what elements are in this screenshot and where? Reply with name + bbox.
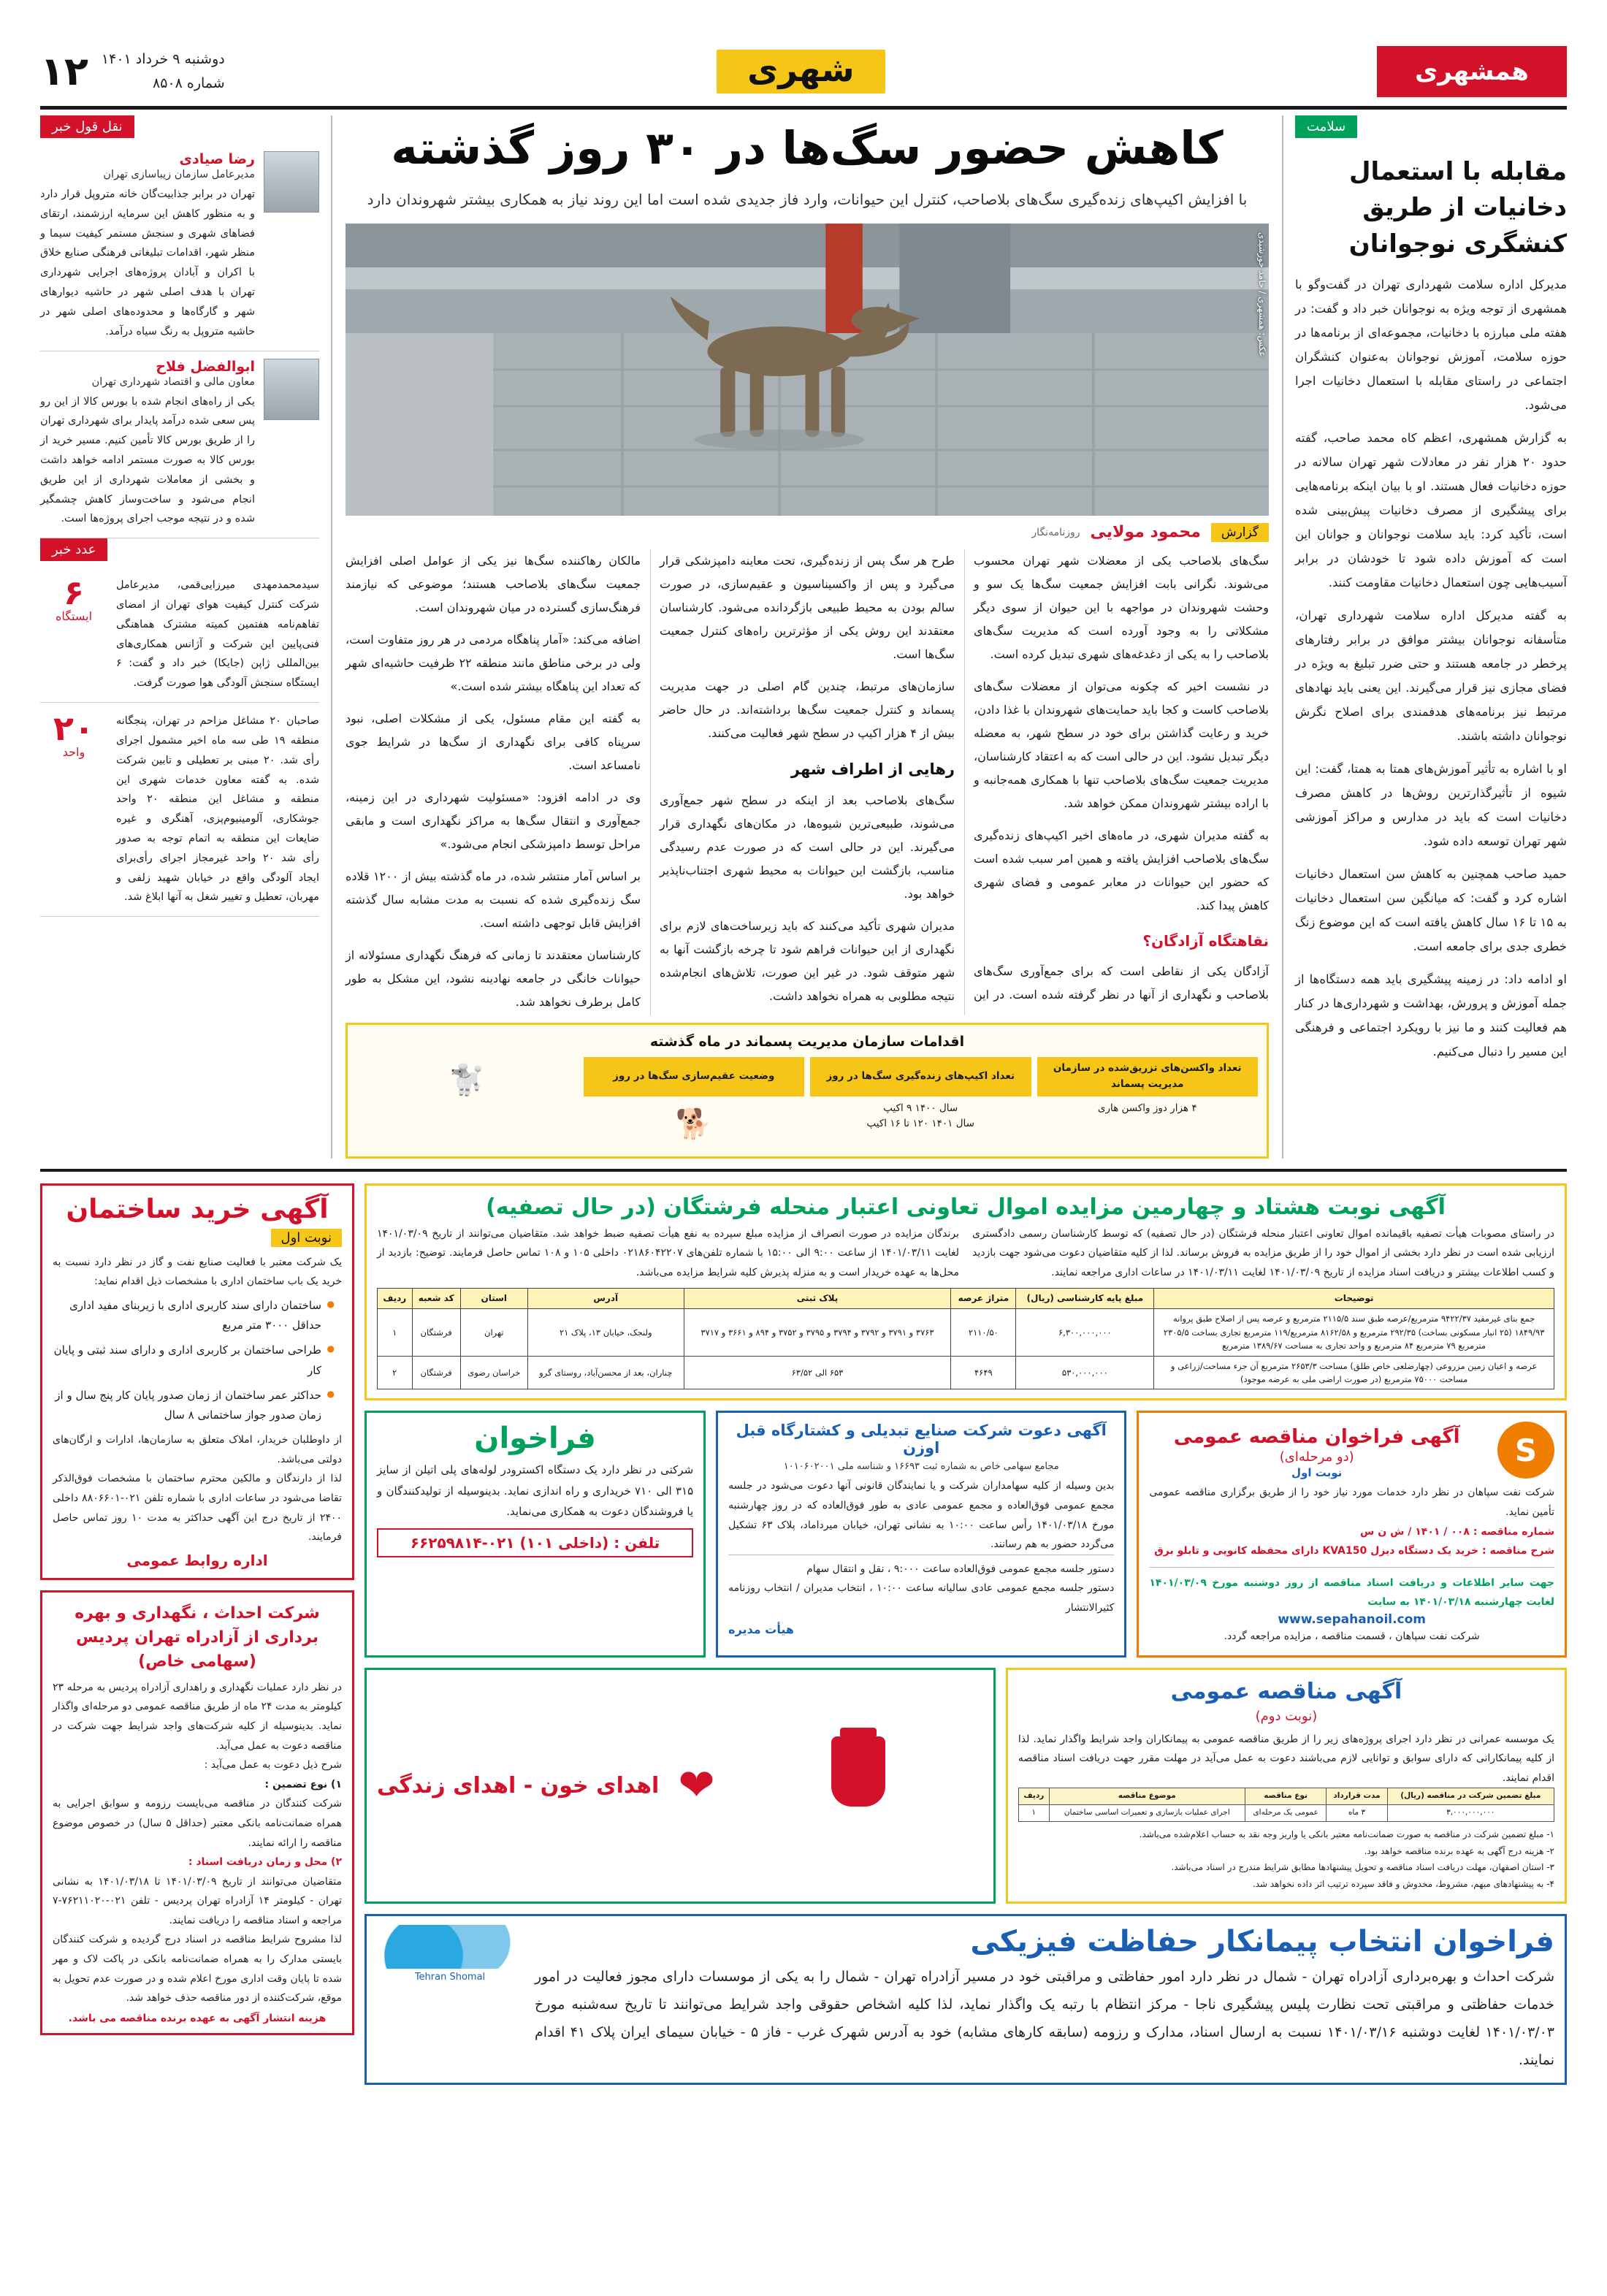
cell-province: خراسان رضوی	[460, 1356, 527, 1389]
cell-note: عرصه و اعیان زمین مزروعی (چهارضلعی خاص طلق) مساحت ۲۶۵۳/۳ مترمربع آن جزء مساحت/زراعی و مساحت ۷۵۰۰۰ مترمربع (در صورت اراضی ملی به عرضه موجود)	[1154, 1356, 1554, 1389]
paragraph: سازمان‌های مرتبط، چندین گام اصلی در جهت مدیریت پسماند و کنترل جمعیت سگ‌ها برداشته‌اند. در حال حاضر بیش از ۴ هزار اکیپ در سطح شهر فعالیت می‌کنند.	[660, 679, 955, 740]
number-unit: واحد	[62, 745, 85, 760]
paragraph: به گفته این مقام مسئول، یکی از مشکلات اصلی، نبود سرپناه کافی برای نگهداری از سگ‌ها در شرایط جوی نامساعد است.	[346, 711, 641, 772]
pardis-item2: متقاضیان می‌توانند از تاریخ ۱۴۰۱/۰۳/۰۹ تا ۱۴۰۱/۰۳/۱۸ به نشانی تهران - کیلومتر ۱۴ آزادراه تهران پردیس - تلفن ۰۲۱-۷۶۲۱۱۰۲۰-۷ مراجعه و اسناد مناقصه را دریافت نمایند.	[53, 1875, 342, 1926]
table-row	[1018, 1805, 1554, 1822]
ad-pardis-freeway	[40, 1590, 354, 2035]
sepahan-line-2: شرح مناقصه : خرید یک دستگاه دیزل KVA150 دارای محفظه کانوپی و تابلو برق	[1154, 1545, 1554, 1557]
auction-table	[377, 1288, 1554, 1389]
blood-slogan: اهدای خون - اهدای زندگی	[377, 1772, 660, 1799]
cell-plaque: ۶۵۳ الی ۶۳/۵۲	[684, 1356, 951, 1389]
quote-author: ابوالفضل فلاح	[156, 358, 255, 375]
ads-left-stack	[40, 1183, 354, 2035]
infobox-cell	[1037, 1057, 1259, 1148]
paragraph: اضافه می‌کند: «آمار پناهگاه مردمی در هر روز متفاوت است، ولی در برخی مناطق مانند منطقه ۲۲ ظرفیت حاشیه‌ای شهر که تعداد این پناهگاه بیشتر شده است.»	[346, 632, 641, 693]
subheading: نقاهتگاه آزادگان؟	[1142, 931, 1269, 950]
infobox-cell-head: تعداد واکسن‌های تزریق‌شده در سازمان مدیریت پسماند	[1037, 1057, 1259, 1096]
paragraph: به گفته مدیرکل اداره سلامت شهرداری تهران، متأسفانه نوجوانان بیشتر موافق در برابر رفتارهای پرخطر در جامعه هستند و حتی ضرر تبلیغ به ویژه در فضای مجازی نیز قرار می‌گیرند. این یعنی باید نهادهای مرتبط نیز برنامه‌های هدفمندی برای اصلاح نگرش نوجوانان داشته باشند.	[1295, 608, 1567, 743]
sepahan-website[interactable]: www.sepahanoil.com	[1278, 1612, 1427, 1627]
newspaper-logo: همشهری	[1377, 46, 1567, 97]
author-role: روزنامه‌نگار	[1031, 526, 1080, 538]
building-contact: لذا از دارندگان و مالکین محترم ساختمان با مشخصات فوق‌الذکر تقاضا می‌شود در ساعات اداری با شماره تلفن ۰۲۱-۸۸۰۶۶۰۱ داخلی ۲۴۰۰ از تاریخ درج این آگهی حداکثر به مدت ۱۰ روز تماس حاصل فرمایند.	[53, 1473, 343, 1544]
section-title: شهری	[717, 50, 885, 94]
paragraph: سگ‌های بلاصاحب بعد از اینکه در سطح شهر جمع‌آوری می‌شوند، طبیعی‌ترین شیوه‌ها، در مکان‌های نگهداری قرار می‌گیرند. این در حالی است که در صورت عدم رسیدگی مناسب، بازگشت این حیوانات به محیط شهری اجتناب‌ناپذیر خواهد بود.	[660, 793, 955, 901]
col-address: آدرس	[527, 1289, 684, 1309]
heart-icon: ❤	[678, 1760, 715, 1812]
ad-farakhan-extruder	[364, 1411, 706, 1657]
ad-title: آگهی نوبت هشتاد و چهارمین مزایده اموال تعاونی اعتبار منحله فرشتگان (در حال تصفیه)	[486, 1194, 1446, 1220]
bullet-item: ● طراحی ساختمان بر کاربری اداری و دارای سند ثبتی و پایان کار	[53, 1340, 335, 1381]
number-text: سیدمحمدمهدی میرزایی‌قمی، مدیرعامل شرکت کنترل کیفیت هوای تهران از امضای تفاهم‌نامه هفتمین کمیته مشترک هماهنگی فنی‌پایین این شرکت و آژانس همکاری‌های بین‌المللی ژاپن (جایکا) خبر داد و گفت: ۶ ایستگاه سنجش آلودگی هوا صورت گرفت.	[116, 579, 319, 690]
photo-credit: عکس: همشهری / حامد خورشیدی	[1257, 232, 1267, 357]
ads-main-stack	[364, 1183, 1567, 2086]
tehran-shomal-logo	[377, 1925, 523, 1983]
paragraph: آزادگان یکی از نقاطی است که برای جمع‌آوری سگ‌های بلاصاحب و نگهداری از آنها در نظر گرفته شده است. در این طرح هر سگ پس از زنده‌گیری، تحت معاینه دامپزشکی قرار می‌گیرد و پس از واکسیناسیون و عقیم‌سازی، در صورت سالم بودن به محیط طبیعی بازگردانده می‌شود. کارشناسان معتقدند این روش یکی از مؤثرترین راه‌های کنترل جمعیت سگ‌ها است.	[660, 553, 1269, 1002]
number-value-block	[40, 709, 107, 907]
building-signature: اداره روابط عمومی	[126, 1551, 268, 1569]
swoosh-icon	[384, 1925, 516, 1969]
brand-name: Tehran Shomal	[414, 1972, 486, 1983]
number-text: صاحبان ۲۰ مشاغل مزاحم در تهران، پنجگانه منطقه ۱۹ طی سه ماه اخیر مشمول اجرای رأی شد. ۲۰ مبنی بر تعطیلی و تابین شرکت شده. به گفته معاون خدمات شهری این منطقه و مشاغل این منطقه ۲۰ واحد جوشکاری، آلومینیوم‌پزی، آهنگری و غیره ضایعات این منطقه به اتمام توجه به صدور رأی شد ۲۰ واحد غیرمجاز اجرای رأی‌برای ایجاد آلودگی واقع در خیابان شهید زلفی و مهربان، تعطیل و تغییر شغل به آنها ابلاغ شد.	[116, 715, 320, 904]
ad-sepahan-oil	[1137, 1411, 1567, 1657]
bullet-item: ● ساختمان دارای سند کاربری اداری با زیربنای مفید اداری حداقل ۳۰۰۰ متر مربع	[53, 1296, 335, 1337]
paragraph: مدیران شهری تأکید می‌کنند که باید زیرساخت‌های لازم برای نگهداری از این حیوانات فراهم شود تا چرخه بازگشت آنها به شهر متوقف شود. در غیر این صورت، تلاش‌های انجام‌شده نتیجه مطلوبی به همراه نخواهد داشت.	[660, 918, 955, 1003]
table-header-row	[1018, 1788, 1554, 1805]
infobox-cell	[810, 1057, 1031, 1148]
assembly-agenda-2: دستور جلسه مجمع عمومی عادی سالیانه ساعت ۱۰:۰۰ ، انتخاب مدیران / انتخاب روزنامه کثیرالانتشار	[728, 1582, 1115, 1614]
paragraph: بر اساس آمار منتشر شده، در ماه گذشته بیش از ۱۲۰۰ قلاده سگ زنده‌گیری شده که نسبت به مدت مشابه سال گذشته افزایش قابل توجهی داشته است.	[346, 869, 641, 930]
sidebar-body	[1295, 272, 1567, 1064]
number-card	[40, 703, 319, 917]
paragraph: مدیرکل اداره سلامت شهرداری تهران در گفت‌وگو با همشهری از توجه ویژه به نوجوانان خبر داد و گفت: در هفته ملی مبارزه با دخانیات، مجموعه‌ای از برنامه‌ها در حوزه سلامت، آموزش نوجوانان به‌عنوان کنشگران اجتماعی در راستای مقابله با استعمال دخانیات اجرا می‌شود.	[1295, 277, 1567, 412]
infobox-title: اقدامات سازمان مدیریت پسماند در ماه گذشته	[649, 1033, 965, 1050]
col-subject: موضوع مناقصه	[1049, 1788, 1245, 1805]
ad-title: شرکت احداث ، نگهداری و بهره برداری از آزادراه تهران پردیس (سهامی خاص)	[75, 1603, 320, 1671]
tender-footnote-1: ۱- مبلغ تضمین شرکت در مناقصه به صورت ضمانت‌نامه معتبر بانکی یا واریز وجه نقد به حساب اعلام‌شده می‌باشد.	[1139, 1828, 1554, 1839]
byline-row	[346, 523, 1269, 542]
ads-row-small	[364, 1411, 1567, 1657]
quote-card	[40, 351, 319, 539]
paragraph: به گفته مدیران شهری، در ماه‌های اخیر اکیپ‌های زنده‌گیری سگ‌های بلاصاحب افزایش یافته و همین امر سبب شده است که حضور این حیوانات در معابر عمومی و فضای شهری کاهش پیدا کند.	[974, 828, 1269, 912]
ad-subtitle: مجامع سهامی خاص به شماره ثبت ۱۶۶۹۳ و شناسه ملی ۱۰۱۰۶۰۲۰۰۱	[783, 1461, 1059, 1473]
assembly-body: بدین وسیله از کلیه سهامداران شرکت و یا نمایندگان قانونی آنها دعوت می‌شود در جلسه مجمع عمومی فوق‌العاده و مجمع عمومی عادی به طور فوق‌العاده که در روز چهارشنبه مورخ ۱۴۰۱/۰۳/۱۸ رأس ساعت ۱۰:۰۰ به نشانی تهران، خیابان میرداماد، پلاک ۶۳ تشکیل می‌گردد حضور به هم رسانند.	[728, 1480, 1115, 1551]
paragraph: کارشناسان معتقدند تا زمانی که فرهنگ نگهداری مسئولانه از حیوانات خانگی در جامعه نهادینه نشود، این مشکل به طور کامل برطرف نخواهد شد.	[346, 947, 641, 1009]
ad-auction-84	[364, 1183, 1567, 1401]
pardis-item1: شرکت کنندگان در مناقصه می‌بایست رزومه و سوابق اجرایی به همراه ضمانت‌نامه بانکی معتبر (حداقل ۵ سال) در خصوص موضوع مناقصه را ارائه نمایند.	[53, 1798, 342, 1849]
sepahan-note-title: جهت سایر اطلاعات و دریافت اسناد مناقصه از روز دوشنبه مورخ ۱۴۰۱/۰۳/۰۹ لغایت چهارشنبه ۱۴۰۱/۰۳/۱۸ به سایت	[1149, 1576, 1554, 1609]
sepahan-intro: شرکت نفت سپاهان در نظر دارد خدمات مورد نیاز خود را از طریق برگزاری مناقصه عمومی تأمین نماید.	[1149, 1487, 1554, 1519]
infobox-cell	[584, 1057, 805, 1148]
sidebar-headline: مقابله با استعمال دخانیات از طریق کنشگری نوجوانان	[1348, 157, 1567, 259]
ad-nobat: نوبت اول	[1291, 1465, 1343, 1479]
sidebar-health	[1282, 115, 1567, 1159]
ad-title: آگهی دعوت شرکت صنایع تبدیلی و کشتارگاه قبل اوزن	[736, 1422, 1107, 1457]
building-bullets	[53, 1296, 335, 1427]
col-price: مبلغ پایه کارشناسی (ریال)	[1016, 1289, 1154, 1309]
infobox-cell-icon	[356, 1057, 578, 1148]
paragraph: او ادامه داد: در زمینه پیشگیری باید همه دستگاه‌ها از جمله آموزش و پرورش، بهداشت و شهرداری‌ها در کنار هم فعالیت کنند و ما نیز با رویکرد اجتماعی و فرهنگی این مسیر را دنبال می‌کنیم.	[1295, 972, 1567, 1059]
pardis-para-2: شرح ذیل دعوت به عمل می‌آید :	[204, 1759, 342, 1771]
ad-title: آگهی خرید ساختمان	[66, 1194, 329, 1224]
photo-illustration	[346, 224, 1269, 516]
farakhan-body: شرکتی در نظر دارد یک دستگاه اکسترودر لوله‌های پلی اتیلن از سایز ۳۱۵ الی ۷۱۰ خریداری و راه اندازی نماید. بدینوسیله از تولیدکنندگان و یا فروشندگان دعوت به همکاری می‌نماید.	[377, 1463, 694, 1519]
infobox-cell-head: تعداد اکیپ‌های زنده‌گیری سگ‌ها در روز	[810, 1057, 1031, 1096]
assembly-signature: هیأت مدیره	[728, 1622, 794, 1636]
sepahan-note-body: شرکت نفت سپاهان ، قسمت مناقصه ، مزایده مراجعه گردد.	[1224, 1630, 1480, 1642]
col-area: متراژ عرصه	[951, 1289, 1016, 1309]
tender-footnote-2: ۲- هزینه درج آگهی به عهده برنده مناقصه خواهد بود.	[1364, 1845, 1554, 1856]
cell-guarantee: ۳,۰۰۰,۰۰۰,۰۰۰	[1387, 1805, 1554, 1822]
col-plaque: پلاک ثبتی	[684, 1289, 951, 1309]
ad-blood-donation	[364, 1668, 996, 1904]
tender-intro: یک موسسه عمرانی در نظر دارد اجرای پروژه‌های زیر را از طریق مناقصه عمومی به پیمانکاران واجد شرایط واگذار نماید. لذا از کلیه پیمانکارانی که دارای سوابق و توانایی لازم می‌باشند دعوت به عمل می‌آید در مهلت مقرر جهت دریافت اسناد مناقصه اقدام نمایند.	[1018, 1733, 1554, 1784]
sepahan-line-1: شماره مناقصه : ۰۰۸ / ۱۴۰۱ / ش ن س	[1360, 1525, 1554, 1538]
author-name: محمود مولایی	[1090, 523, 1201, 541]
col-row: ردیف	[1018, 1788, 1049, 1805]
sidebar-quotes	[40, 115, 332, 1159]
cell-code: فرشتگان	[412, 1356, 460, 1389]
cell-address: ولنجک، خیابان ۱۳، پلاک ۲۱	[527, 1309, 684, 1356]
ad-subtitle: نوبت اول	[271, 1229, 343, 1247]
quote-card	[40, 144, 319, 351]
pardis-item1-title: ۱) نوع تضمین :	[264, 1778, 342, 1790]
main-headline: کاهش حضور سگ‌ها در ۳۰ روز گذشته	[391, 121, 1224, 175]
cell-province: تهران	[460, 1309, 527, 1356]
cell-code: فرشتگان	[412, 1309, 460, 1356]
infobox-cell-head: وضعیت عقیم‌سازی سگ‌ها در روز	[584, 1057, 805, 1096]
col-duration: مدت قرارداد	[1327, 1788, 1387, 1805]
ad-subtitle: (دو مرحله‌ای)	[1279, 1449, 1354, 1465]
dog-icon: 🐩	[448, 1063, 486, 1097]
paragraph: در نشست اخیر که چکونه می‌توان از معضلات سگ‌های بلاصاحب کاست و کجا باید حمایت‌های شهروندان با غذا دادن، خرید و رعایت گذاشتن برای خود در سطح شهر، به معضله دیگر تبدیل نشود. این در حالی است که به اعتقاد کارشناسان، مدیریت جمعیت سگ‌های بلاصاحب تنها با همکاری همه‌جانبه و با اراده بیشتر شهروندان ممکن خواهد شد.	[974, 679, 1269, 810]
building-intro: یک شرکت معتبر با فعالیت صنایع نفت و گاز در نظر دارد نسبت به خرید یک باب ساختمان اداری با مشخصات ذیل اقدام نماید:	[53, 1256, 342, 1288]
main-article	[332, 115, 1282, 1159]
cell-note: جمع بنای غیرمفید ۹۴۲۲/۳۷ مترمربع/عرصه طبق سند ۲۱۱۵/۵ مترمربع و عرصه پس از اصلاح طبق پروانه ۱۸۴۹/۹۳ (۲۵ انبار مسکونی بساخت) ۲۹۲/۳۵ مترمربع و ۸۱۶۲/۵۸ مترمربع/۱۱۹ مترمربع تجاری بساخت ۲۳۰۵/۵ مترمربع ۷۹ مترمربع ۸۴ مترمربع و واحد تجاری به مساحت ۱۳۸۹/۶۷ مترمربع	[1154, 1309, 1554, 1356]
pardis-final-note: هزینه انتشار آگهی به عهده برنده مناقصه می باشد.	[68, 2012, 327, 2024]
issue-date: دوشنبه ۹ خرداد ۱۴۰۱	[101, 51, 225, 68]
cell-row: ۱	[378, 1309, 413, 1356]
ad-public-tender	[1006, 1668, 1567, 1904]
ad-subtitle: (نوبت دوم)	[1255, 1708, 1318, 1724]
quote-role: مدیرعامل سازمان زیباسازی تهران	[103, 169, 255, 180]
avatar	[264, 359, 319, 420]
cell-area: ۴۶۴۹	[951, 1356, 1016, 1389]
cell-price: ۶,۳۰۰,۰۰۰,۰۰۰	[1016, 1309, 1154, 1356]
paragraph: او با اشاره به تأثیر آموزش‌های همتا به همتا، گفت: این شیوه از تأثیرگذارترین روش‌ها در کاهش مصرف دخانیات است که باید در مدارس و مراکز آموزشی شهر تهران توسعه داده شود.	[1295, 761, 1567, 848]
subheading: رهایی از اطراف شهر	[790, 760, 955, 778]
col-type: نوع مناقصه	[1245, 1788, 1327, 1805]
dog-icon: 🐕	[675, 1107, 712, 1141]
cell-price: ۵۳۰,۰۰۰,۰۰۰	[1016, 1356, 1154, 1389]
number-value-block	[40, 573, 107, 693]
infobox-cell-value-2: سال ۱۴۰۱ ۱۲۰ تا ۱۶ اکیپ	[866, 1118, 974, 1130]
pardis-para-1: در نظر دارد عملیات نگهداری و راهداری آزادراه پردیس به مرحله ۲۳ کیلومتر به مدت ۲۴ ماه از طریق مناقصه عمومی دو مرحله‌ای واگذار نماید. بدینوسیله از کلیه شرکت‌های واجد شرایط جهت شرکت در مناقصه دعوت به عمل می‌آید.	[53, 1681, 342, 1752]
number-value: ۶	[63, 573, 85, 613]
cell-duration: ۳ ماه	[1327, 1805, 1387, 1822]
paragraph: به گزارش همشهری، اعظم کاه محمد صاحب، گفته حدود ۲۰ هزار نفر در معادلات شهر تهران سالانه در حوزه دخانیات فعال هستند. او با بیان اینکه برنامه‌هایی برای پیشگیری از مصرف دخانیات پیش‌بینی شده است، تأکید کرد: باید سلامت نوجوانان و جوانان این است که آموزش داده شود تا خودشان در برابر آسیب‌هایی چون استعمال دخانیات مقاومت کنند.	[1295, 430, 1567, 590]
tender-footnote-4: ۴- به پیشنهادهای مبهم، مشروط، مخدوش و فاقد سپرده ترتیب اثر داده نخواهد شد.	[1252, 1879, 1554, 1890]
avatar	[264, 151, 319, 213]
tender-table	[1018, 1788, 1554, 1822]
quote-text: تهران در برابر جذابیت‌گان خانه متروپل قرار دارد و به منظور کاهش این سرمایه ارزشمند، ارتقای فضاهای شهری و سنجش مستمر کیفیت سیما و منظر شهر، اقدامات تبلیغاتی فرهنگی صنایع خلاق با اکران و آبادان پروژه‌های اجرایی شهرداری تهران با هدف اصلی شهر در حاشیه دیوارهای شهر و گارگاه‌ها و محدوده‌های اصلی شهر در حاشیه متروپل به رنگ سیاه درآمد.	[40, 188, 255, 337]
top-zone	[40, 115, 1567, 1172]
cell-subject: اجرای عملیات بازسازی و تعمیرات اساسی ساختمان	[1049, 1805, 1245, 1822]
cell-type: عمومی یک مرحله‌ای	[1245, 1805, 1327, 1822]
number-card	[40, 567, 319, 703]
kicker-number: عدد خبر	[40, 538, 107, 561]
quote-text: یکی از راه‌های انجام شده با بورس کالا از این رو پس سعی شده درآمد پایدار برای شهرداری تهران را از طریق بورس کالا تأمین کنیم. مسیر خرید از بورس کالا به صورت مستمر ادامه خواهد داشت و بخشی از معاملات شهرداری از این طریق انجام می‌شود و ساخت‌وساز کاهش چشمگیر شده و در نتیجه موجب اجرای پروژه‌ها است.	[40, 395, 255, 525]
ad-title: آگهی فراخوان مناقصه عمومی	[1173, 1425, 1460, 1448]
table-row	[378, 1309, 1554, 1356]
ads-row-tender	[364, 1668, 1567, 1904]
kicker-quote: نقل قول خبر	[40, 115, 134, 138]
pardis-item2-title: ۲) محل و زمان دریافت اسناد :	[188, 1856, 342, 1869]
paragraph: حمید صاحب همچنین به کاهش سن استعمال دخانیات اشاره کرد و گفت: که میانگین سن استعمال دخانیات به ۱۵ تا ۱۶ سال کاهش یافته است که این موضوع زنگ خطری جدی برای جامعه است.	[1295, 866, 1567, 953]
ad-title: فراخوان	[474, 1422, 596, 1456]
table-header-row	[378, 1289, 1554, 1309]
number-value: ۲۰	[53, 709, 95, 749]
ad-building-purchase	[40, 1183, 354, 1580]
col-row: ردیف	[378, 1289, 413, 1309]
kicker-health: سلامت	[1295, 115, 1357, 138]
col-code: کد شعبه	[412, 1289, 460, 1309]
lead-photo	[346, 224, 1269, 516]
col-guarantee: مبلغ تضمین شرکت در مناقصه (ریال)	[1387, 1788, 1554, 1805]
assembly-agenda-1: دستور جلسه مجمع عمومی فوق‌العاده ساعت ۹:۰۰۰ ، نقل و انتقال سهام	[728, 1555, 1114, 1579]
issue-number: شماره ۸۵۰۸	[153, 75, 225, 91]
ad-company-assembly	[716, 1411, 1126, 1657]
paragraph: سگ‌های بلاصاحب یکی از معضلات شهر تهران محسوب می‌شوند. نگرانی بابت افزایش جمعیت سگ‌ها یک سو و وحشت شهروندان در مواجهه با این حیوان از سوی دیگر مشکلاتی را به وجود آورده است که مدیریت سگ‌های بلاصاحب را به یکی از دغدغه‌های شهری تبدیل کرده است.	[974, 553, 1269, 661]
infobox-cell-value: ۴ هزار دوز واکسن هاری	[1097, 1102, 1197, 1114]
masthead-meta	[40, 47, 225, 95]
pardis-footer-note: لذا مشروح شرایط مناقصه در اسناد درج گردیده و شرکت کنندگان بایستی مدارک را به همراه ضمانت‌نامه بانکی در پاکت لاک و مهر شده تا پایان وقت اداری مورخ اعلام شده و در صورت عدم تحویل به موقع، شرکت‌کننده از دور مناقصه حذف خواهد شد.	[53, 1934, 342, 2005]
section-banner	[225, 50, 1377, 94]
article-columns	[346, 549, 1269, 1015]
ad-title: آگهی مناقصه عمومی	[1170, 1678, 1402, 1704]
masthead	[40, 44, 1567, 110]
report-tag: گزارش	[1211, 523, 1269, 542]
page-number: ۱۲	[40, 48, 88, 94]
tender-footnote-3: ۳- استان اصفهان، مهلت دریافت اسناد مناقصه و تحویل پیشنهادها مطابق شرایط مندرج در اسناد می‌باشد.	[1171, 1862, 1554, 1873]
cell-row: ۲	[378, 1356, 413, 1389]
stats-infobox	[346, 1023, 1269, 1159]
building-body: از داوطلبان خریدار، املاک متعلق به سازمان‌ها، ادارات و ارگان‌های دولتی می‌باشد.	[53, 1434, 342, 1465]
bullet-item: ● حداکثر عمر ساختمان از زمان صدور پایان کار پنج سال و از زمان صدور جواز ساختمانی ۸ سال	[53, 1386, 335, 1427]
guard-body: شرکت احداث و بهره‌برداری آزادراه تهران - شمال در نظر دارد امور حفاظتی و مراقبتی خود در مسیر آزادراه تهران - شمال را به یکی از موسسات دارای مجوز فعالیت در امور خدمات حفاظتی و مراقبتی تحت نظارت پلیس پیشگیری ناجا - مرکز انتظام با رتبه یک واگذار نماید، لذا کلیه اشخاص حقوقی واجد شرایط می‌توانند تا تاریخ سه‌شنبه مورخ ۱۴۰۱/۰۳/۰۳ لغایت دوشنبه ۱۴۰۱/۰۳/۱۶ نسبت به ارسال اسناد، مدارک و رزومه (سابقه کارهای مشابه) خود به آدرس شهرک غرب - فاز ۵ - خیابان سیمای ایران پلاک ۴۱ اقدام نمایند.	[535, 1969, 1554, 2069]
infobox-cell-value: سال ۱۴۰۰ ۹ اکیپ	[883, 1102, 958, 1114]
table-row	[378, 1356, 1554, 1389]
cell-area: ۲۱۱۰/۵۰	[951, 1309, 1016, 1356]
blood-bag-icon	[818, 1736, 898, 1831]
classified-ads-zone	[40, 1183, 1567, 2086]
paragraph: وی در ادامه افزود: «مسئولیت شهرداری در این زمینه، جمع‌آوری و انتقال سگ‌ها به مراکز نگهداری است و مابقی مراحل توسط دامپزشکی انجام می‌شود.»	[346, 790, 641, 851]
main-subhead: با افزایش اکیپ‌های زنده‌گیری سگ‌های بلاصاحب، کنترل این حیوانات، وارد فاز جدیدی شده است اما این روند نیاز به همکاری بیشتر شهروندان دارد	[367, 190, 1248, 208]
auction-intro-left: برندگان مزایده در صورت انصراف از مزایده مبلغ سپرده به نفع هیأت تصفیه ضبط خواهد شد. متقاضیان می‌توانند از تاریخ ۱۴۰۱/۰۳/۰۹ لغایت ۱۴۰۱/۰۳/۱۱ از ساعت ۹:۰۰ الی ۱۵:۰۰ با شماره تلفن‌های ۰۲۱۸۶۰۴۲۲۰۷ داخلی ۱۰۵ و ۱۰۸ تماس حاصل فرمایند. توضیح: بازدید از محل‌ها به عهده خریدار است و به منزله پذیرش کلیه شرایط مزایده می‌باشد.	[377, 1227, 959, 1278]
number-unit: ایستگاه	[55, 609, 93, 624]
quote-author: رضا صیادی	[179, 151, 255, 167]
cell-row: ۱	[1018, 1805, 1049, 1822]
ad-physical-guard	[364, 1914, 1567, 2085]
paragraph: مالکان رهاکننده سگ‌ها نیز یکی از عوامل اصلی افزایش جمعیت سگ‌های بلاصاحب هستند؛ موضوعی که نیازمند فرهنگ‌سازی گسترده در میان شهروندان است.	[346, 553, 641, 614]
cell-plaque: ۳۷۶۳ و ۳۷۹۱ و ۳۷۹۲ و ۳۷۹۴ و ۳۷۹۵ و ۳۷۵۲ و ۸۹۴ و ۳۶۶۱ و ۳۷۱۷	[684, 1309, 951, 1356]
quote-role: معاون مالی و اقتصاد شهرداری تهران	[91, 375, 255, 388]
col-province: استان	[460, 1289, 527, 1309]
farakhan-phone[interactable]: تلفن : (داخلی ۱۰۱) ۰۲۱-۶۶۲۵۹۸۱۴	[377, 1528, 693, 1557]
sepahan-logo-icon: S	[1497, 1422, 1554, 1479]
col-notes: توضیحات	[1154, 1289, 1554, 1309]
ad-title: فراخوان انتخاب پیمانکار حفاظت فیزیکی	[970, 1925, 1554, 1959]
cell-address: چناران، بعد از محسن‌آباد، روستای گرو	[527, 1356, 684, 1389]
auction-intro-right: در راستای مصوبات هیأت تصفیه باقیمانده اموال تعاونی اعتبار منحله فرشتگان (در حال تصفیه) که توسط کارشناسان رسمی دادگستری ارزیابی شده است در نظر دارد بخشی از اموال خود را از طریق مزایده به فروش برساند. لذا از کلیه متقاضیان دعوت می‌شود جهت بازدید و کسب اطلاعات بیشتر و دریافت اسناد مزایده از تاریخ ۱۴۰۱/۰۳/۰۹ لغایت ۱۴۰۱/۰۳/۱۱ در ساعات اداری مراجعه نمایند.	[972, 1227, 1554, 1278]
